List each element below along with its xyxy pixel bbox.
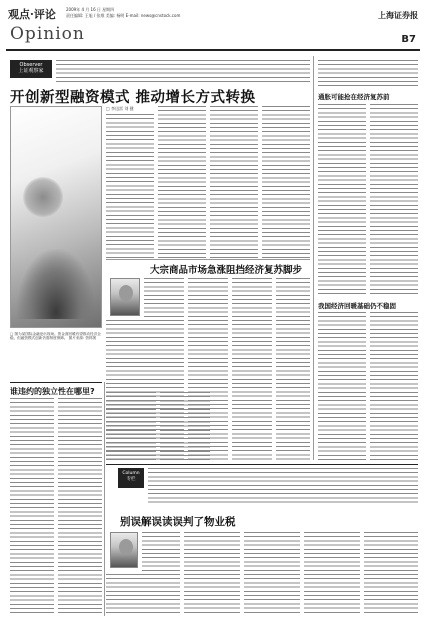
main-byline: □ 李迅雷 刘 健: [106, 106, 134, 111]
page-number: B7: [401, 34, 416, 45]
masthead: [6, 4, 420, 52]
commodity-headline: 大宗商品市场急涨阻挡经济复苏脚步: [150, 265, 303, 276]
commodity-top-rule: [106, 259, 310, 260]
econ1-intro: [318, 60, 418, 88]
column-tag: [118, 468, 144, 488]
left-column-rule: [104, 382, 105, 616]
main-article-col-4: [262, 106, 310, 258]
econ2-headline: 我国经济回暖基础仍不稳固: [318, 302, 396, 310]
mid-continuation-col-2: [160, 392, 210, 462]
paper-name: 上海证券报: [378, 10, 418, 20]
issue-date: 2009年 4 月 16 日 星期四: [66, 7, 115, 12]
econ1-headline: 通胀可能抢在经济复苏前: [318, 93, 390, 101]
commodity-col-1: [144, 278, 184, 318]
main-article-col-2: [158, 106, 206, 258]
property-col-3: [244, 532, 300, 616]
independent-headline: 谁违约的独立性在哪里?: [10, 387, 95, 396]
opinion-label: Opinion: [10, 24, 85, 44]
photo-caption: □ 图为某国际金融论坛现场。资金面回暖有望推动经济企稳，但融资模式创新仍需制度保障。 图片来源: 资料图: [10, 332, 101, 341]
mid-continuation-col-1: [106, 392, 156, 462]
column-tag-en: Column: [122, 471, 140, 476]
property-intro: [148, 468, 418, 506]
property-headline: 别误解误读误判了物业税: [120, 516, 236, 528]
independent-col-2: [58, 398, 102, 616]
observer-tag-cn: 上证观察家: [18, 68, 44, 74]
masthead-rule: [6, 49, 420, 51]
econ2-col-2: [370, 312, 418, 460]
main-headline: 开创新型融资模式 推动增长方式转换: [10, 90, 256, 106]
main-photo: [10, 106, 102, 328]
observer-tag-en: Observer: [19, 62, 43, 68]
property-col-4: [304, 532, 360, 616]
independent-col-1: [10, 398, 54, 616]
intro-text: [56, 60, 310, 82]
commodity-col-3: [232, 278, 272, 460]
editor-line: 责任编辑: 王旭 / 张维 美编: 杨明 E-mail: news@cnstock.com: [66, 13, 181, 18]
property-author-photo: [110, 532, 138, 568]
right-column-rule: [313, 56, 314, 460]
column-tag-cn: 专栏: [126, 477, 136, 482]
main-article-col-1: [106, 114, 154, 258]
commodity-col-4: [276, 278, 310, 460]
independent-top-rule: [10, 382, 102, 383]
section-title: 观点·评论: [8, 8, 56, 21]
econ1-col-2: [370, 104, 418, 296]
property-col-1b: [106, 574, 180, 616]
property-col-5: [364, 532, 418, 616]
econ2-col-1: [318, 312, 366, 460]
econ1-col-1: [318, 104, 366, 296]
observer-tag: [10, 60, 52, 78]
property-col-1a: [142, 532, 180, 572]
main-article-col-3: [210, 106, 258, 258]
property-section-rule: [106, 464, 418, 465]
property-col-2: [184, 532, 240, 616]
commodity-author-photo: [110, 278, 140, 316]
